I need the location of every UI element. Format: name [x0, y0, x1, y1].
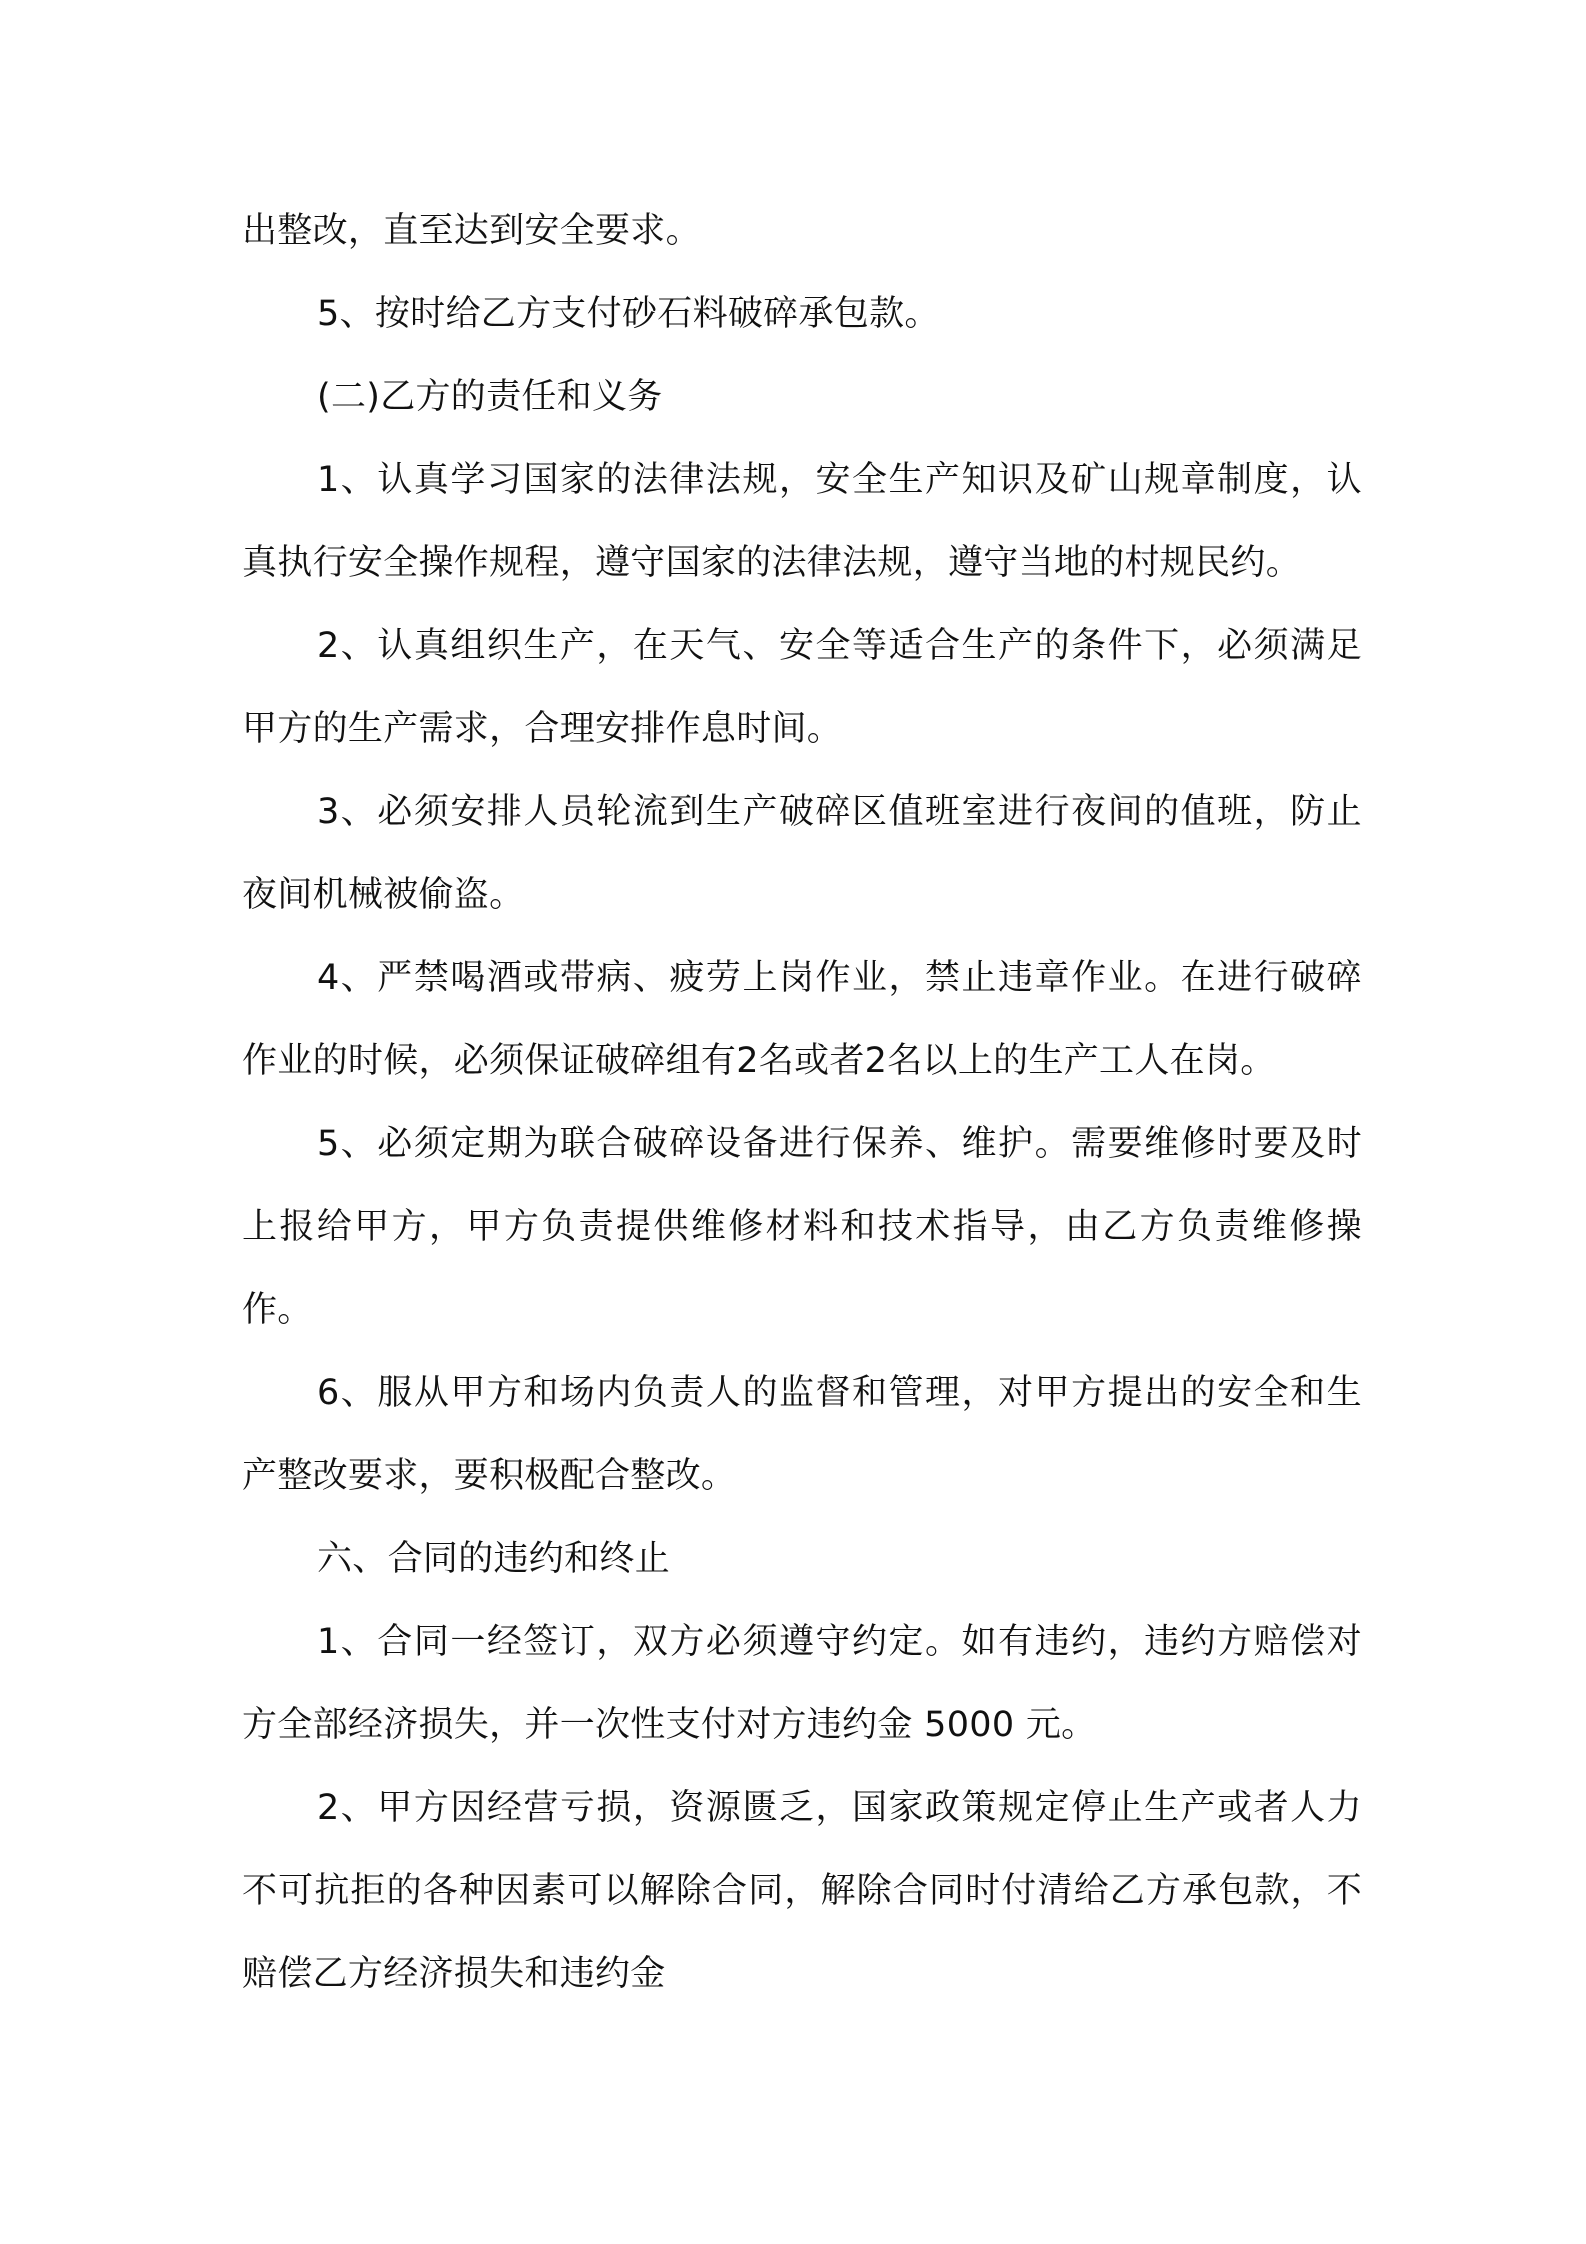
document-body [242, 190, 1362, 2016]
paragraph-party-b-item-3: 3、必须安排人员轮流到生产破碎区值班室进行夜间的值班，防止夜间机械被偷盗。 [242, 792, 1362, 915]
paragraph-breach-item-2: 2、甲方因经营亏损，资源匮乏，国家政策规定停止生产或者人力不可抗拒的各种因素可以解除合同，解除合同时付清给乙方承包款，不赔偿乙方经济损失和违约金 [242, 1788, 1362, 1994]
paragraph-party-b-item-2: 2、认真组织生产，在天气、安全等适合生产的条件下，必须满足甲方的生产需求，合理安排作息时间。 [242, 626, 1362, 749]
paragraph-party-b-item-1: 1、认真学习国家的法律法规，安全生产知识及矿山规章制度，认真执行安全操作规程，遵守国家的法律法规，遵守当地的村规民约。 [242, 460, 1362, 583]
paragraph-party-a-item-5: 5、按时给乙方支付砂石料破碎承包款。 [317, 294, 940, 334]
paragraph-breach-item-1: 1、合同一经签订，双方必须遵守约定。如有违约，违约方赔偿对方全部经济损失，并一次性支付对方违约金 5000 元。 [242, 1622, 1362, 1745]
paragraph-party-b-item-5: 5、必须定期为联合破碎设备进行保养、维护。需要维修时要及时上报给甲方，甲方负责提供维修材料和技术指导，由乙方负责维修操作。 [242, 1124, 1362, 1330]
section-heading-breach-termination: 六、合同的违约和终止 [317, 1539, 671, 1579]
paragraph-party-b-item-4: 4、严禁喝酒或带病、疲劳上岗作业，禁止违章作业。在进行破碎作业的时候，必须保证破碎组有2名或者2名以上的生产工人在岗。 [242, 958, 1362, 1081]
section-heading-party-b: (二)乙方的责任和义务 [317, 377, 663, 417]
paragraph-party-b-item-6: 6、服从甲方和场内负责人的监督和管理，对甲方提出的安全和生产整改要求，要积极配合整改。 [242, 1373, 1362, 1496]
paragraph-continuation: 出整改，直至达到安全要求。 [242, 211, 701, 251]
